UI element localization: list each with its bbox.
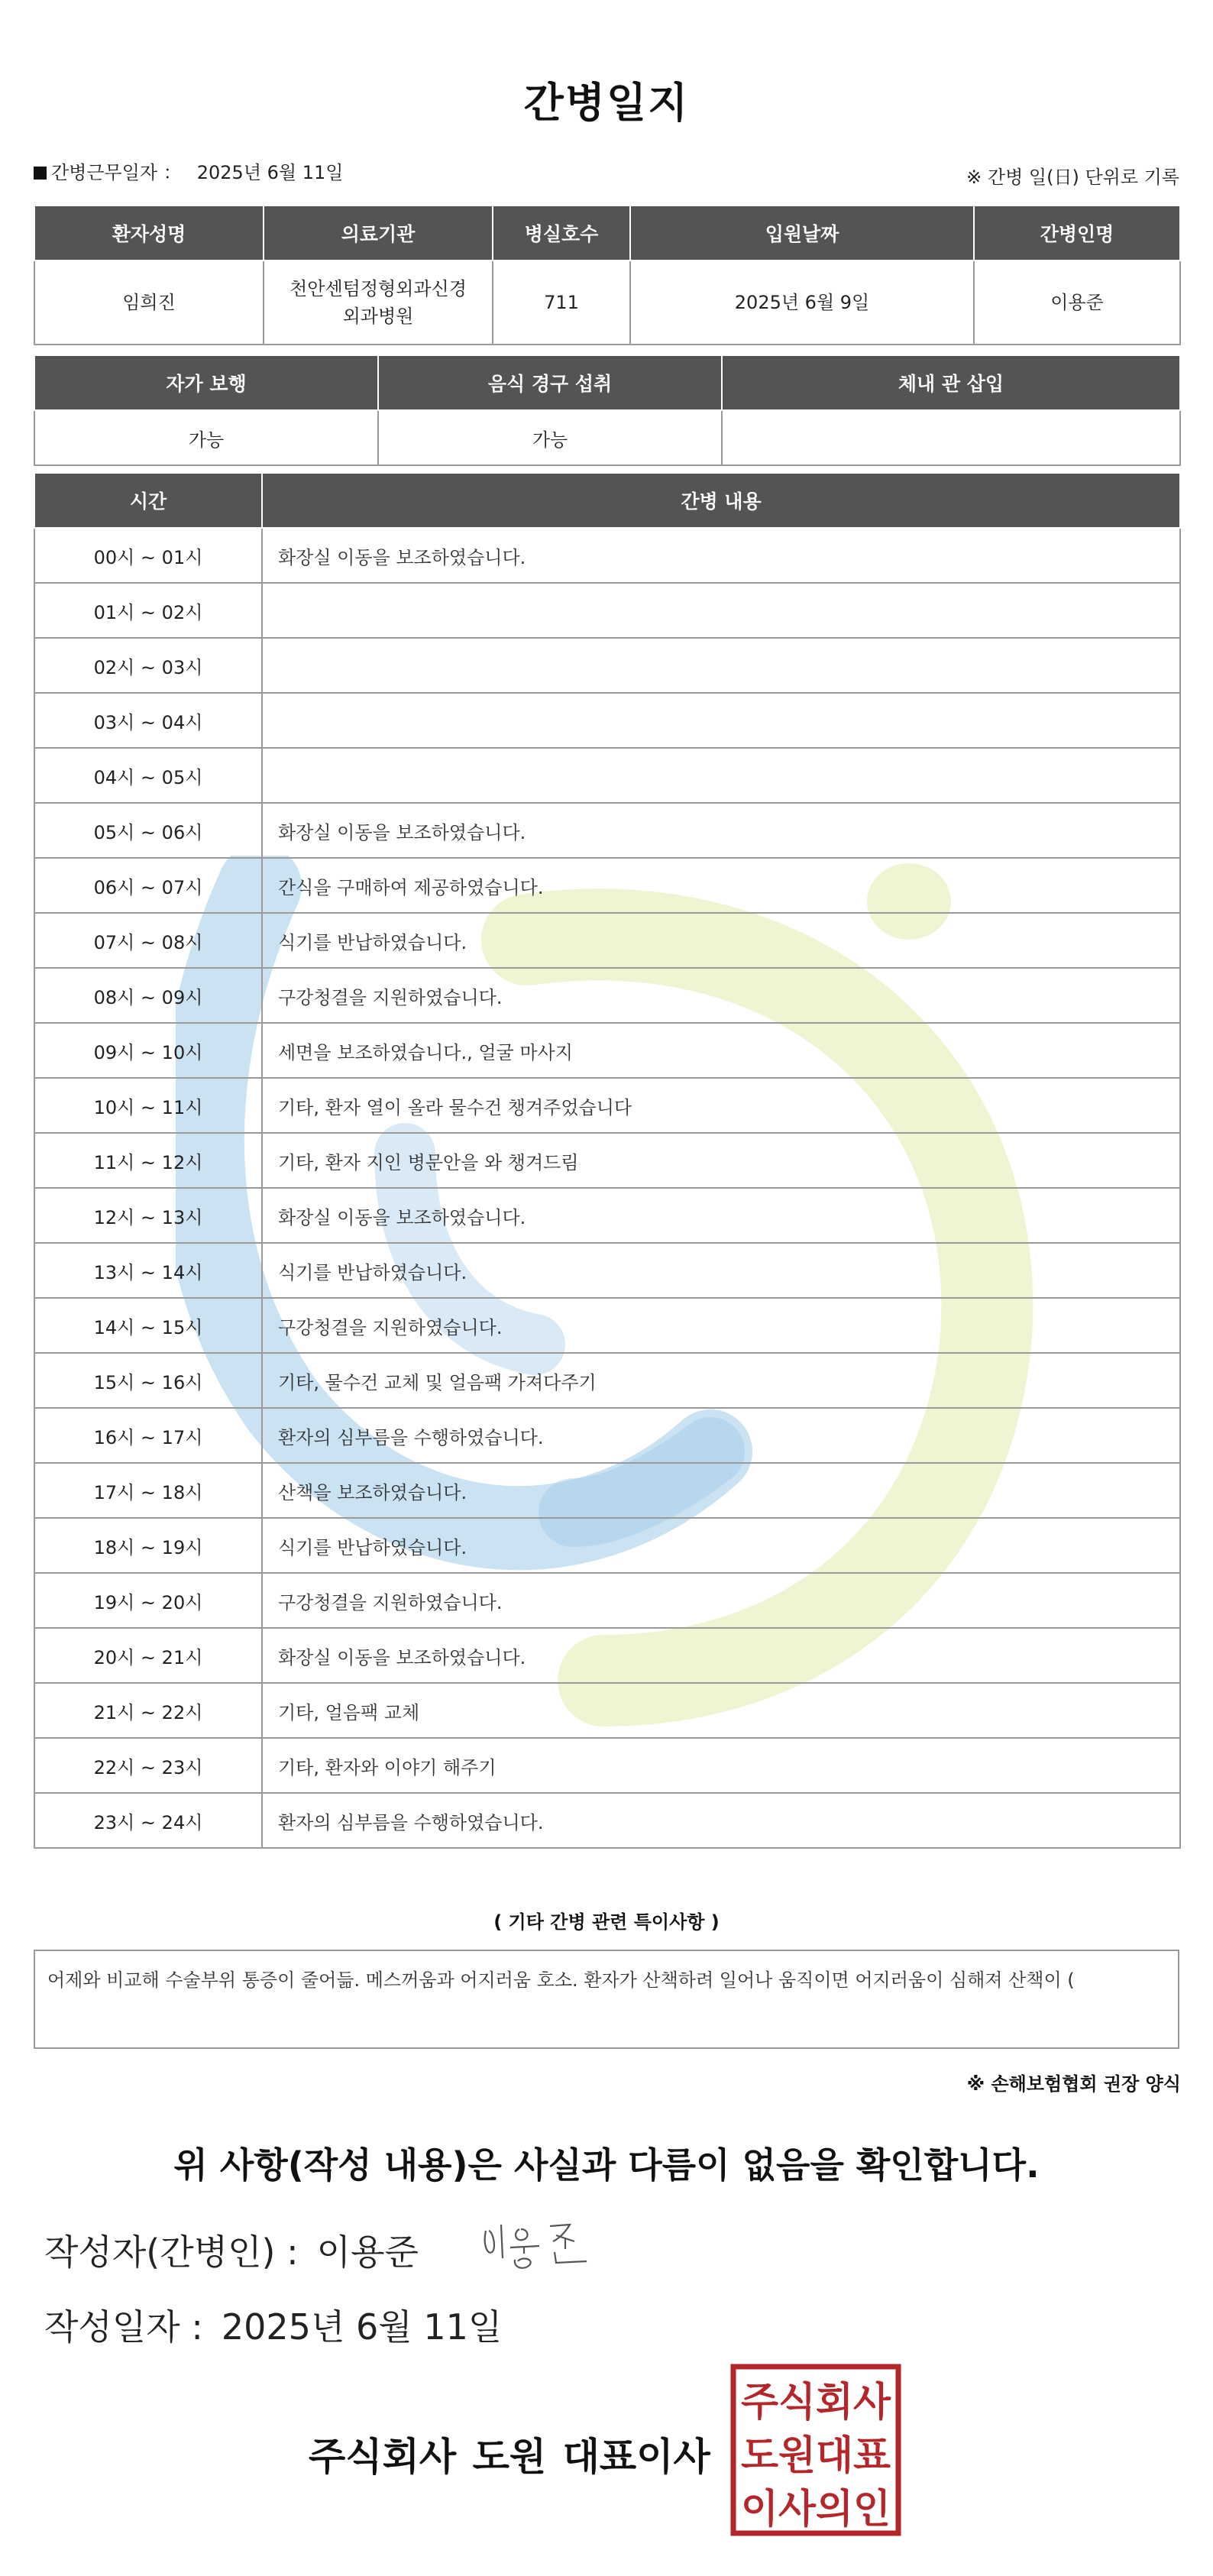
log-content: 화장실 이동을 보조하였습니다. — [262, 803, 1180, 858]
log-time: 15시 ~ 16시 — [34, 1353, 262, 1408]
log-time: 02시 ~ 03시 — [34, 638, 262, 693]
log-time: 10시 ~ 11시 — [34, 1078, 262, 1133]
header-room: 병실호수 — [493, 205, 630, 261]
caregiver-name: 이용준 — [974, 261, 1180, 345]
log-row — [34, 693, 1180, 748]
log-time: 05시 ~ 06시 — [34, 803, 262, 858]
work-date — [34, 157, 343, 184]
log-row — [34, 858, 1180, 913]
log-time: 07시 ~ 08시 — [34, 913, 262, 968]
log-row — [34, 1738, 1180, 1793]
handwritten-signature — [480, 2215, 610, 2277]
log-content: 화장실 이동을 보조하였습니다. — [262, 1628, 1180, 1683]
log-time: 00시 ~ 01시 — [34, 528, 262, 583]
log-time: 12시 ~ 13시 — [34, 1188, 262, 1243]
log-content: 구강청결을 지원하였습니다. — [262, 1573, 1180, 1628]
header-time: 시간 — [34, 473, 262, 528]
log-time: 21시 ~ 22시 — [34, 1683, 262, 1738]
log-content: 구강청결을 지원하였습니다. — [262, 968, 1180, 1023]
log-time: 22시 ~ 23시 — [34, 1738, 262, 1793]
log-content: 식기를 반납하였습니다. — [262, 1518, 1180, 1573]
header-patient-name: 환자성명 — [34, 205, 264, 261]
log-row — [34, 1408, 1180, 1463]
log-content: 구강청결을 지원하였습니다. — [262, 1298, 1180, 1353]
hourly-log-table — [34, 472, 1181, 1849]
seal-line-1: 주식회사 — [741, 2380, 891, 2426]
log-content — [262, 583, 1180, 638]
work-date-label: 간병근무일자 ： — [51, 162, 182, 183]
header-caregiver: 간병인명 — [974, 205, 1180, 261]
log-content: 기타, 환자 지인 병문안을 와 챙겨드림 — [262, 1133, 1180, 1188]
log-row — [34, 583, 1180, 638]
log-row — [34, 1518, 1180, 1573]
log-content: 식기를 반납하였습니다. — [262, 913, 1180, 968]
header-care-content: 간병 내용 — [262, 473, 1180, 528]
hospital-name — [264, 261, 493, 345]
patient-name: 임희진 — [34, 261, 264, 345]
seal-line-3: 이사의인 — [741, 2487, 891, 2532]
company-seal-stamp — [730, 2364, 901, 2536]
log-content: 화장실 이동을 보조하였습니다. — [262, 1188, 1180, 1243]
writer-name: 이용준 — [316, 2231, 419, 2273]
header-tube-insertion: 체내 관 삽입 — [722, 355, 1180, 410]
log-content: 환자의 심부름을 수행하였습니다. — [262, 1408, 1180, 1463]
header-oral-intake: 음식 경구 섭취 — [378, 355, 722, 410]
special-notes-title: ( 기타 간병 관련 특이사항 ) — [493, 1911, 720, 1933]
written-date-label: 작성일자 : — [44, 2306, 203, 2348]
walking-status: 가능 — [34, 410, 378, 465]
work-date-value: 2025년 6월 11일 — [196, 162, 344, 183]
admission-date: 2025년 6월 9일 — [630, 261, 974, 345]
log-content: 산책을 보조하였습니다. — [262, 1463, 1180, 1518]
log-row — [34, 913, 1180, 968]
log-row — [34, 748, 1180, 803]
patient-status-table — [34, 354, 1181, 466]
log-time: 16시 ~ 17시 — [34, 1408, 262, 1463]
special-notes-text: 어제와 비교해 수술부위 통증이 줄어듦. 메스꺼움과 어지러움 호소. 환자가 산책하려 일어나 움직이면 어지러움이 심해져 산책이 ( — [47, 1969, 1075, 1991]
hospital-name-line1: 천안센텀정형외과신경 — [290, 278, 467, 299]
log-row — [34, 1188, 1180, 1243]
log-content — [262, 748, 1180, 803]
header-admission-date: 입원날짜 — [630, 205, 974, 261]
log-content: 세면을 보조하였습니다., 얼굴 마사지 — [262, 1023, 1180, 1078]
log-content: 화장실 이동을 보조하였습니다. — [262, 528, 1180, 583]
log-time: 09시 ~ 10시 — [34, 1023, 262, 1078]
patient-header-row — [34, 205, 1180, 261]
log-row — [34, 1683, 1180, 1738]
log-content: 식기를 반납하였습니다. — [262, 1243, 1180, 1298]
log-time: 01시 ~ 02시 — [34, 583, 262, 638]
log-row — [34, 1243, 1180, 1298]
tube-insertion-status — [722, 410, 1180, 465]
log-content: 기타, 물수건 교체 및 얼음팩 가져다주기 — [262, 1353, 1180, 1408]
log-row — [34, 1078, 1180, 1133]
document-title: 간병일지 — [523, 79, 690, 127]
log-row — [34, 803, 1180, 858]
log-row — [34, 1573, 1180, 1628]
log-time: 11시 ~ 12시 — [34, 1133, 262, 1188]
written-date-value: 2025년 6월 11일 — [221, 2306, 503, 2348]
log-time: 18시 ~ 19시 — [34, 1518, 262, 1573]
special-notes-box — [34, 1950, 1179, 2049]
log-time: 20시 ~ 21시 — [34, 1628, 262, 1683]
unit-note: ※ 간병 일(日) 단위로 기록 — [966, 167, 1179, 188]
log-content — [262, 693, 1180, 748]
log-time: 13시 ~ 14시 — [34, 1243, 262, 1298]
seal-line-2: 도원대표 — [741, 2433, 891, 2479]
header-walking: 자가 보행 — [34, 355, 378, 410]
log-row — [34, 1298, 1180, 1353]
log-time: 17시 ~ 18시 — [34, 1463, 262, 1518]
log-content: 기타, 얼음팩 교체 — [262, 1683, 1180, 1738]
log-row — [34, 1023, 1180, 1078]
log-time: 03시 ~ 04시 — [34, 693, 262, 748]
log-row — [34, 968, 1180, 1023]
log-time: 23시 ~ 24시 — [34, 1793, 262, 1848]
square-bullet-icon — [34, 167, 47, 180]
log-header-row — [34, 473, 1180, 528]
log-row — [34, 1463, 1180, 1518]
room-number: 711 — [493, 261, 630, 345]
log-content: 환자의 심부름을 수행하였습니다. — [262, 1793, 1180, 1848]
log-row — [34, 1628, 1180, 1683]
form-source-note: ※ 손해보험협회 권장 양식 — [966, 2073, 1181, 2095]
patient-info-table — [34, 205, 1181, 345]
oral-intake-status: 가능 — [378, 410, 722, 465]
log-row — [34, 1133, 1180, 1188]
company-representative: 주식회사 도원 대표이사 — [309, 2435, 710, 2479]
log-time: 08시 ~ 09시 — [34, 968, 262, 1023]
log-time: 19시 ~ 20시 — [34, 1573, 262, 1628]
log-row — [34, 528, 1180, 583]
status-header-row — [34, 355, 1180, 410]
hospital-name-line2: 외과병원 — [342, 306, 414, 327]
written-date-line — [44, 2299, 502, 2350]
log-content: 기타, 환자와 이야기 해주기 — [262, 1738, 1180, 1793]
writer-label: 작성자(간병인) : — [44, 2231, 299, 2273]
writer-line — [44, 2225, 419, 2275]
log-row — [34, 638, 1180, 693]
log-content: 간식을 구매하여 제공하였습니다. — [262, 858, 1180, 913]
status-value-row — [34, 410, 1180, 465]
confirmation-statement: 위 사항(작성 내용)은 사실과 다름이 없음을 확인합니다. — [173, 2144, 1040, 2186]
log-row — [34, 1793, 1180, 1848]
log-time: 04시 ~ 05시 — [34, 748, 262, 803]
log-content — [262, 638, 1180, 693]
log-row — [34, 1353, 1180, 1408]
header-hospital: 의료기관 — [264, 205, 493, 261]
patient-value-row — [34, 261, 1180, 345]
log-time: 14시 ~ 15시 — [34, 1298, 262, 1353]
log-time: 06시 ~ 07시 — [34, 858, 262, 913]
log-content: 기타, 환자 열이 올라 물수건 챙겨주었습니다 — [262, 1078, 1180, 1133]
